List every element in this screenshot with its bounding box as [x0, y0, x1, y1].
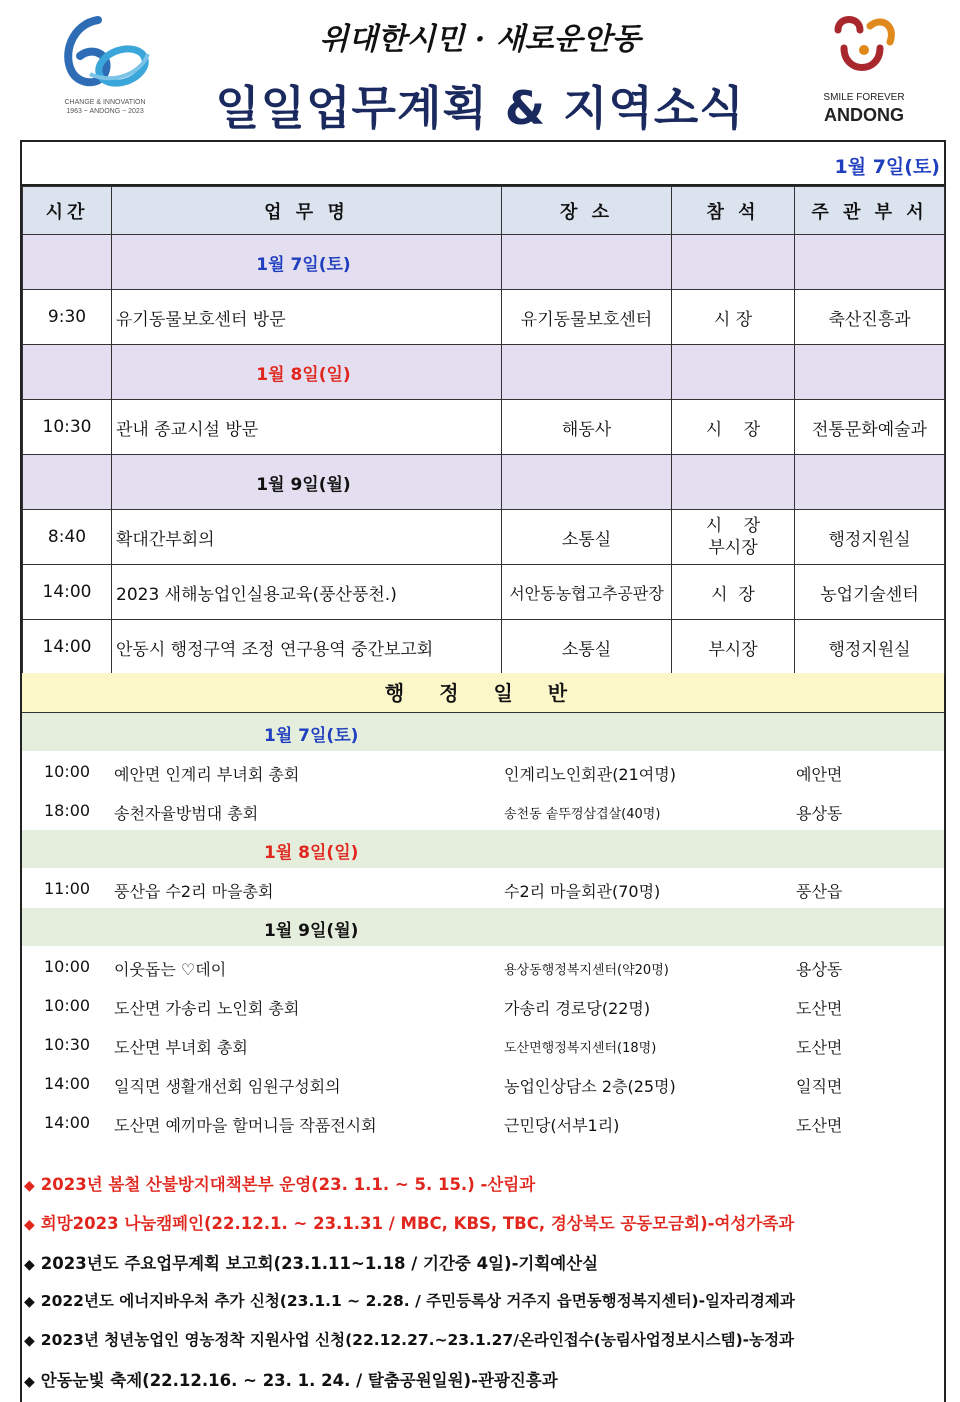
- admin-dept: 용상동: [796, 804, 843, 823]
- admin-time: 10:00: [44, 762, 91, 781]
- admin-dept: 예안면: [796, 765, 843, 784]
- diamond-bullet-icon: ◆: [24, 1217, 35, 1234]
- logo-smile-text: SMILE FOREVER: [823, 92, 905, 103]
- table-row: [23, 565, 945, 620]
- day-label: 1월 8일(일): [112, 345, 502, 400]
- notice-item: [22, 1367, 944, 1402]
- logo-60-icon: [50, 14, 160, 98]
- admin-day-label: 1월 8일(일): [264, 843, 359, 863]
- admin-dept: 일직면: [796, 1077, 843, 1096]
- attend-cell: 시 장: [672, 565, 795, 620]
- admin-place: 송천동 솥뚜껑삼겹살(40명): [504, 807, 661, 822]
- admin-time: 11:00: [44, 879, 91, 898]
- notice-text: 희망2023 나눔캠페인(22.12.1. ~ 23.1.31 / MBC, KBS, TBC, 경상북도 공동모금회)-여성가족과: [40, 1214, 795, 1234]
- admin-section-title: 행 정 일 반: [22, 673, 944, 713]
- smile-andong-icon: [808, 12, 920, 92]
- admin-task: 이웃돕는 ♡데이: [114, 960, 227, 979]
- current-date: 1월 7일(토): [834, 156, 940, 178]
- admin-place: 도산면행정복지센터(18명): [504, 1041, 657, 1056]
- admin-time: 10:30: [44, 1035, 91, 1054]
- admin-time: 18:00: [44, 801, 91, 820]
- list-item: [22, 1064, 944, 1103]
- dept-cell: 전통문화예술과: [795, 400, 945, 455]
- list-item: [22, 1103, 944, 1142]
- admin-task: 도산면 부녀회 총회: [114, 1038, 248, 1057]
- day-label: 1월 9일(월): [112, 455, 502, 510]
- admin-day-label: 1월 9일(월): [264, 921, 359, 941]
- attend-line-1: 시 장: [705, 516, 761, 536]
- place-cell: 소통실: [502, 510, 672, 565]
- table-row: [23, 290, 945, 345]
- place-cell: 서안동농협고추공판장: [502, 565, 672, 620]
- admin-day-row: [22, 830, 944, 868]
- admin-time: 10:00: [44, 996, 91, 1015]
- task-cell: 안동시 행정구역 조정 연구용역 중간보고회: [112, 620, 502, 675]
- attend-cell: [672, 510, 795, 565]
- dept-cell: 농업기술센터: [795, 565, 945, 620]
- col-attend: 참 석: [672, 187, 795, 235]
- notice-item: [22, 1171, 944, 1210]
- admin-task: 풍산읍 수2리 마을총회: [114, 882, 274, 901]
- place-cell: 해동사: [502, 400, 672, 455]
- notice-item: [22, 1210, 944, 1249]
- admin-task: 송천자율방범대 총회: [114, 804, 259, 823]
- task-cell: 관내 종교시설 방문: [112, 400, 502, 455]
- table-row: [23, 400, 945, 455]
- attend-cell: 부시장: [672, 620, 795, 675]
- time-cell: 10:30: [23, 400, 112, 455]
- andong-city-logo: [808, 12, 920, 132]
- admin-day-label: 1월 7일(토): [264, 726, 359, 746]
- attend-cell: 시 장: [672, 400, 795, 455]
- admin-day-row: [22, 908, 944, 946]
- col-task: 업 무 명: [112, 187, 502, 235]
- day-label: 1월 7일(토): [112, 235, 502, 290]
- dept-cell: 행정지원실: [795, 620, 945, 675]
- logo-andong-text: ANDONG: [824, 105, 904, 125]
- place-cell: 유기동물보호센터: [502, 290, 672, 345]
- diamond-bullet-icon: ◆: [24, 1333, 35, 1350]
- notice-text: 2023년 봄철 산불방지대책본부 운영(23. 1.1. ~ 5. 15.) -산림과: [40, 1175, 536, 1194]
- list-item: [22, 947, 944, 986]
- task-cell: 확대간부회의: [112, 510, 502, 565]
- notice-text: 2022년도 에너지바우처 추가 신청(23.1.1 ~ 2.28. / 주민등록상 거주지 읍면동행정복지센터)-일자리경제과: [40, 1291, 795, 1310]
- admin-task: 일직면 생활개선회 임원구성회의: [114, 1077, 341, 1096]
- table-header-row: [23, 187, 945, 235]
- time-cell: 14:00: [23, 620, 112, 675]
- task-cell: 2023 새해농업인실용교육(풍산풍천.): [112, 565, 502, 620]
- list-item: [22, 869, 944, 908]
- admin-day-row: [22, 713, 944, 751]
- notice-item: [22, 1328, 944, 1367]
- admin-time: 14:00: [44, 1074, 91, 1093]
- admin-dept: 도산면: [796, 999, 843, 1018]
- notice-text: 2023년 청년농업인 영농정착 지원사업 신청(22.12.27.~23.1.27/온라인접수(농림사업정보시스템)-농정과: [40, 1331, 795, 1350]
- admin-place: 가송리 경로당(22명): [504, 999, 651, 1018]
- list-item: [22, 986, 944, 1025]
- admin-list: [22, 713, 944, 1142]
- 60th-anniversary-logo: [50, 14, 160, 124]
- list-item: [22, 791, 944, 830]
- col-dept: 주 관 부 서: [795, 187, 945, 235]
- slogan: 위대한시민 · 새로운안동: [319, 22, 641, 57]
- time-cell: 9:30: [23, 290, 112, 345]
- admin-task: 도산면 가송리 노인회 총회: [114, 999, 300, 1018]
- admin-place: 근민당(서부1리): [504, 1116, 620, 1135]
- day-row: [23, 455, 945, 510]
- col-time: 시간: [23, 187, 112, 235]
- col-place: 장 소: [502, 187, 672, 235]
- diamond-bullet-icon: ◆: [24, 1256, 35, 1273]
- admin-dept: 도산면: [796, 1038, 843, 1057]
- diamond-bullet-icon: ◆: [24, 1293, 35, 1310]
- admin-place: 수2리 마을회관(70명): [504, 882, 661, 901]
- date-line: [22, 142, 944, 186]
- admin-time: 14:00: [44, 1113, 91, 1132]
- admin-task: 도산면 예끼마을 할머니들 작품전시회: [114, 1116, 377, 1135]
- dept-cell: 축산진흥과: [795, 290, 945, 345]
- admin-dept: 도산면: [796, 1116, 843, 1135]
- logo60-caption: CHANGE & INNOVATION 1963 ~ ANDONG ~ 2023: [64, 99, 146, 115]
- time-cell: 8:40: [23, 510, 112, 565]
- table-row: [23, 620, 945, 675]
- admin-place: 용상동행정복지센터(약20명): [504, 963, 669, 978]
- time-cell: 14:00: [23, 565, 112, 620]
- table-row: [23, 510, 945, 565]
- header: [0, 0, 960, 140]
- admin-task: 예안면 인계리 부녀회 총회: [114, 765, 300, 784]
- admin-dept: 풍산읍: [796, 882, 843, 901]
- admin-place: 인계리노인회관(21여명): [504, 765, 676, 784]
- day-row: [23, 345, 945, 400]
- notice-item: [22, 1250, 944, 1289]
- attend-cell: 시 장: [672, 290, 795, 345]
- admin-dept: 용상동: [796, 960, 843, 979]
- notice-list: [22, 1171, 944, 1402]
- admin-place: 농업인상담소 2층(25명): [504, 1077, 676, 1096]
- diamond-bullet-icon: ◆: [24, 1374, 35, 1391]
- notice-text: 안동눈빛 축제(22.12.16. ~ 23. 1. 24. / 탈춤공원일원)-관광진흥과: [40, 1371, 558, 1391]
- list-item: [22, 1025, 944, 1064]
- notice-item: [22, 1289, 944, 1328]
- diamond-bullet-icon: ◆: [24, 1178, 35, 1194]
- place-cell: 소통실: [502, 620, 672, 675]
- list-item: [22, 752, 944, 791]
- attend-line-2: 부시장: [708, 538, 758, 558]
- schedule-frame: [20, 140, 946, 1402]
- dept-cell: 행정지원실: [795, 510, 945, 565]
- admin-time: 10:00: [44, 957, 91, 976]
- notice-text: 2023년도 주요업무계획 보고회(23.1.11~1.18 / 기간중 4일)-기획예산실: [40, 1253, 599, 1273]
- schedule-table: [22, 186, 945, 675]
- page-title: 일일업무계획 & 지역소식: [215, 81, 745, 135]
- day-row: [23, 235, 945, 290]
- task-cell: 유기동물보호센터 방문: [112, 290, 502, 345]
